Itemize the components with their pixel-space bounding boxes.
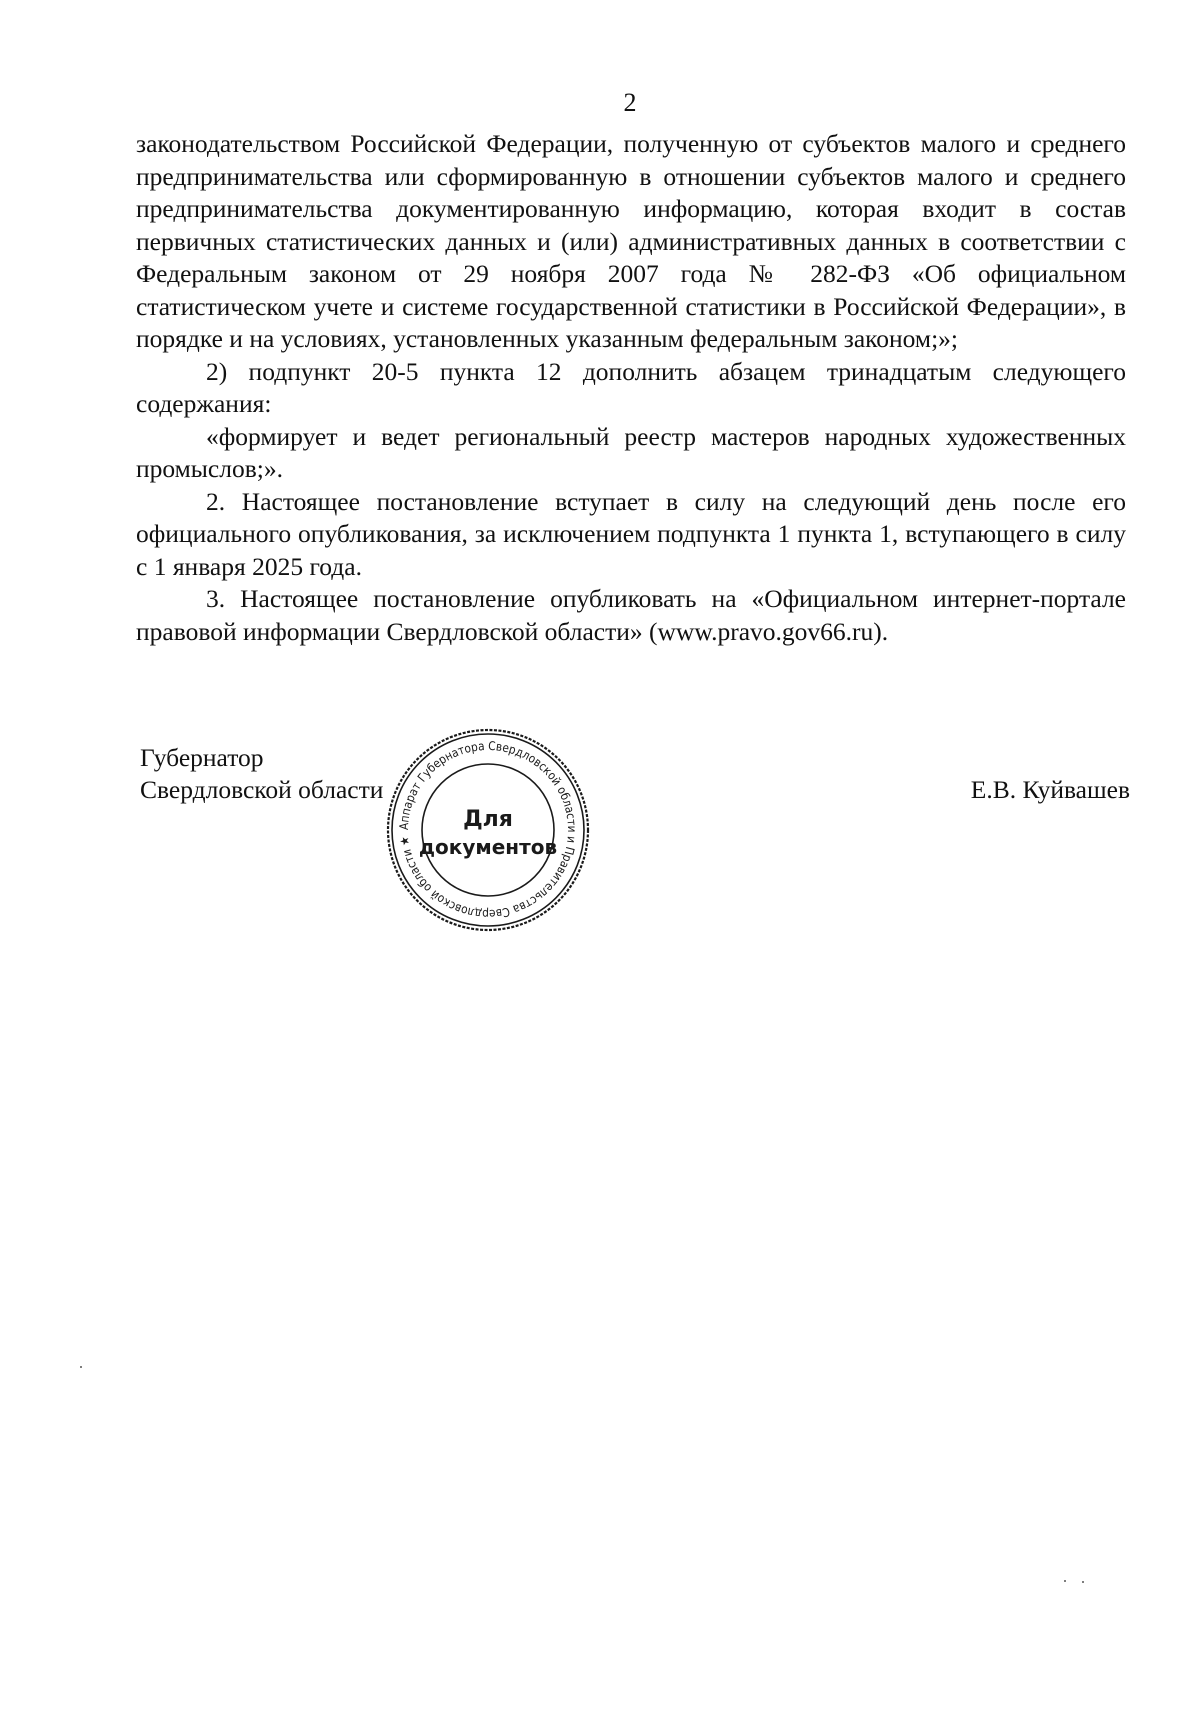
- scan-speck: [80, 1366, 82, 1368]
- page-number: 2: [623, 88, 637, 117]
- position-region: Свердловской области: [140, 775, 384, 804]
- position-title: Губернатор: [140, 743, 264, 772]
- signatory-position: [140, 742, 383, 806]
- paragraph: 3. Настоящее постановление опубликовать на «Официальном интернет-портале правовой информации Свердловской области» (www.pravo.gov66.ru).: [136, 584, 1126, 646]
- stamp-center-line1: Для: [463, 807, 513, 832]
- paragraph: 2. Настоящее постановление вступает в силу на следующий день после его официального опубликования, за исключением подпункта 1 пункта 1, вступающего в силу с 1 января 2025 года.: [136, 486, 1126, 581]
- stamp-ring-path: Аппарат Губернатора Свердловской области и Правительства Свердловской области ★: [396, 738, 580, 922]
- paragraph: 2) подпункт 20-5 пункта 12 дополнить абзацем тринадцатым следующего содержания:: [136, 356, 1126, 418]
- stamp-seal: [384, 726, 592, 934]
- document-body: [136, 128, 1126, 648]
- scan-speck: [1064, 1580, 1066, 1582]
- paragraph: «формирует и ведет региональный реестр мастеров народных художественных промыслов;».: [136, 421, 1126, 483]
- signatory-name: Е.В. Куйвашев: [970, 775, 1130, 804]
- stamp-center-line2: документов: [418, 835, 558, 859]
- official-stamp: [384, 726, 592, 934]
- paragraph: законодательством Российской Федерации, полученную от субъектов малого и среднего предпринимательства или сформированную в отношении субъектов малого и среднего предпринимательства документированную информацию, которая входит в состав первичных статистических данных и (или) административных данных в соответствии с Федеральным законом от 29 ноября 2007 года № 282-ФЗ «Об официальном статистическом учете и системе государственной статистики в Российской Федерации», в порядке и на условиях, установленных указанным федеральным законом;»;: [136, 129, 1126, 353]
- scan-speck: [1082, 1581, 1084, 1583]
